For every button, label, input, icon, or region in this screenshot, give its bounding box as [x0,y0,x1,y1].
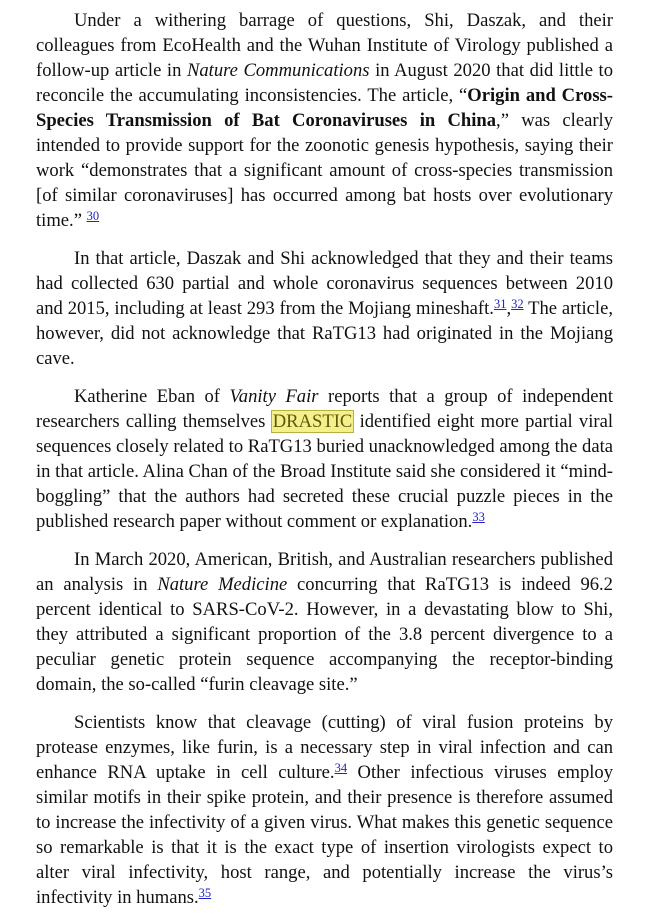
text-run: Scientists know that cleavage (cutting) of viral fusion proteins by protease enzymes, like furin, is a necessary step in viral infection and can enhance RNA uptake in cell culture. [36,712,613,783]
italic-title: Nature Medicine [157,574,288,595]
text-run: Other infectious viruses employ similar motifs in their spike protein, and their presence is therefore assumed to increase the infectivity of a given virus. What makes this genetic sequence so remarkable is that it is the exact type of insertion virologists expect to alter viral infectivity, host range, and potentially increase the virus’s infectivity in humans. [36,762,613,908]
paragraph [36,8,613,233]
text-run: in August 2020 that did little to reconcile the accumulating inconsistencies. The article, “ [36,60,614,106]
text-run: reports that a group of independent researchers calling themselves [36,386,613,432]
text-run: Katherine Eban of [74,386,230,407]
footnote-link[interactable]: 35 [198,886,212,900]
paragraph [36,384,613,534]
footnote-link[interactable]: 33 [472,510,485,524]
footnote-link[interactable]: 34 [334,761,348,775]
text-run: concurring that RaTG13 is indeed 96.2 percent identical to SARS-CoV-2. However, in a devastating blow to Shi, they attributed a significant proportion of the 3.8 percent divergence to a peculiar genetic protein sequence accompanying the receptor-binding domain, the so-called “furin cleavage site.” [36,574,613,695]
highlighted-term: DRASTIC [272,411,353,432]
text-run: , [506,298,512,319]
text-run: identified eight more partial viral sequences closely related to RaTG13 buried unacknowledged among the data in that article. Alina Chan of the Broad Institute said she considered it “mind-boggling” that the authors had secreted these crucial puzzle pieces in the published research paper without comment or explanation. [36,411,613,532]
footnote-link[interactable]: 31 [493,297,507,311]
text-run: In March 2020, American, British, and Australian researchers published an analysis in [36,549,613,595]
paragraph [36,547,613,697]
document-body [36,8,613,923]
footnote-link[interactable]: 30 [86,209,100,223]
footnote-link[interactable]: 32 [511,297,524,311]
text-run: Under a withering barrage of questions, Shi, Daszak, and their colleagues from EcoHealth and the Wuhan Institute of Virology published a follow-up article in [36,10,613,81]
paragraph [36,246,613,371]
paragraph [36,710,613,910]
italic-title: Vanity Fair [229,386,319,407]
bold-article-title: Origin and Cross-Species Transmission of Bat Coronaviruses in China [36,85,613,131]
text-run: ,” was clearly intended to provide support for the zoonotic genesis hypothesis, saying their work “demonstrates that a significant amount of cross-species transmission [of similar coronaviruses] has occurred among bat hosts over evolutionary time.” [36,110,613,231]
text-run: The article, however, did not acknowledge that RaTG13 had originated in the Mojiang cave. [36,298,613,369]
italic-title: Nature Communications [186,60,370,81]
text-run: In that article, Daszak and Shi acknowledged that they and their teams had collected 630 partial and whole coronavirus sequences between 2010 and 2015, including at least 293 from the Mojiang mineshaft. [36,248,613,319]
